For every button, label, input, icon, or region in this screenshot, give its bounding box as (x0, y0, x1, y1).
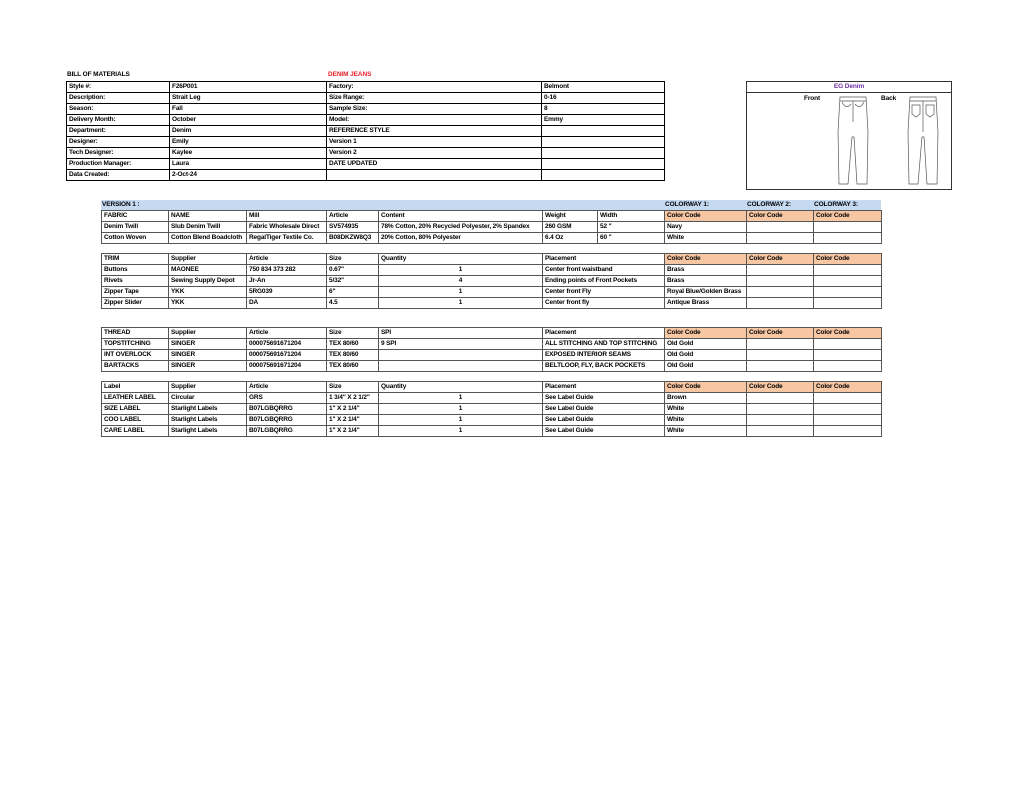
fabric-column-header: Content (379, 211, 543, 222)
document-title: BILL OF MATERIALS (67, 71, 130, 78)
label-cell: 1 (379, 426, 543, 437)
trim-column-header: Color Code (814, 254, 882, 265)
trim-cell: Rivets (102, 276, 169, 287)
thread-cell: TEX 80/60 (327, 361, 379, 372)
colorway3-label: COLORWAY 3: (814, 201, 858, 208)
label-cell: 1 (379, 393, 543, 404)
header-row (67, 126, 665, 137)
thread-column-header: Size (327, 328, 379, 339)
header-cell (542, 148, 665, 159)
trim-cell: Royal Blue/Golden Brass (665, 287, 747, 298)
thread-cell: SINGER (169, 339, 247, 350)
header-cell: Delivery Month: (67, 115, 170, 126)
trim-cell (747, 276, 814, 287)
label-cell: See Label Guide (543, 393, 665, 404)
thread-cell: Old Gold (665, 350, 747, 361)
header-cell: F26P001 (170, 82, 327, 93)
label-cell: Starlight Labels (169, 426, 247, 437)
colorway1-label: COLORWAY 1: (665, 201, 709, 208)
label-column-header: Color Code (747, 382, 814, 393)
thread-cell: Old Gold (665, 339, 747, 350)
header-cell: Designer: (67, 137, 170, 148)
trim-cell: 5RG039 (247, 287, 327, 298)
header-cell: 8 (542, 104, 665, 115)
header-row (67, 137, 665, 148)
label-cell: White (665, 404, 747, 415)
fabric-cell: White (665, 233, 747, 244)
trim-cell: 4.5 (327, 298, 379, 309)
jeans-sketch (747, 92, 951, 188)
label-cell: 1" X 2 1/4" (327, 404, 379, 415)
fabric-cell: 52 " (598, 222, 665, 233)
thread-cell (379, 350, 543, 361)
jeans-front-sketch (838, 97, 868, 184)
header-cell (542, 159, 665, 170)
fabric-cell: Cotton Woven (102, 233, 169, 244)
thread-cell: SINGER (169, 361, 247, 372)
thread-column-header: Article (247, 328, 327, 339)
label-cell (814, 426, 882, 437)
thread-column-header: Supplier (169, 328, 247, 339)
header-cell: Belmont (542, 82, 665, 93)
thread-cell (747, 361, 814, 372)
thread-header-row (102, 328, 882, 339)
trim-cell: Brass (665, 276, 747, 287)
sketch-front-label: Front (804, 95, 821, 102)
fabric-cell: Slub Denim Twill (169, 222, 247, 233)
fabric-cell: 6.4 Oz (543, 233, 598, 244)
label-cell: 1 (379, 404, 543, 415)
sketch-brand: EG Denim (747, 82, 951, 93)
thread-cell (747, 350, 814, 361)
fabric-cell (747, 222, 814, 233)
fabric-cell: B08DKZW8Q3 (327, 233, 379, 244)
thread-cell: SINGER (169, 350, 247, 361)
fabric-cell: Navy (665, 222, 747, 233)
header-row (67, 93, 665, 104)
fabric-table (101, 210, 882, 244)
label-cell: 1 3/4" X 2 1/2" (327, 393, 379, 404)
label-cell: B07LGBQRRG (247, 404, 327, 415)
trim-cell: YKK (169, 298, 247, 309)
fabric-column-header: Color Code (665, 211, 747, 222)
thread-cell: TEX 80/60 (327, 350, 379, 361)
header-cell: Style #: (67, 82, 170, 93)
header-row (67, 148, 665, 159)
trim-cell: MAONEE (169, 265, 247, 276)
label-cell (747, 426, 814, 437)
fabric-column-header: Color Code (814, 211, 882, 222)
header-cell: Strait Leg (170, 93, 327, 104)
header-cell: Data Created: (67, 170, 170, 181)
label-column-header: Article (247, 382, 327, 393)
trim-cell: Jr-An (247, 276, 327, 287)
label-column-header: Supplier (169, 382, 247, 393)
label-column-header: Color Code (814, 382, 882, 393)
header-cell: 0-16 (542, 93, 665, 104)
trim-column-header: Size (327, 254, 379, 265)
fabric-column-header: NAME (169, 211, 247, 222)
trim-cell (814, 298, 882, 309)
trim-column-header: Quantity (379, 254, 543, 265)
fabric-column-header: Mill (247, 211, 327, 222)
trim-row (102, 287, 882, 298)
header-cell (327, 170, 542, 181)
header-cell: Sample Size: (327, 104, 542, 115)
label-cell (747, 415, 814, 426)
trim-row (102, 265, 882, 276)
product-title: DENIM JEANS (328, 71, 372, 78)
trim-cell: YKK (169, 287, 247, 298)
version-banner (101, 200, 881, 210)
header-cell: Denim (170, 126, 327, 137)
label-cell: Brown (665, 393, 747, 404)
header-cell (542, 137, 665, 148)
thread-cell: 000075691671204 (247, 350, 327, 361)
trim-cell (747, 287, 814, 298)
thread-column-header: THREAD (102, 328, 169, 339)
label-cell: See Label Guide (543, 404, 665, 415)
thread-cell (814, 361, 882, 372)
thread-cell: BELTLOOP, FLY, BACK POCKETS (543, 361, 665, 372)
trim-cell: Buttons (102, 265, 169, 276)
header-cell: Kaylee (170, 148, 327, 159)
thread-cell: Old Gold (665, 361, 747, 372)
thread-cell: INT OVERLOCK (102, 350, 169, 361)
header-cell: Department: (67, 126, 170, 137)
trim-column-header: Article (247, 254, 327, 265)
thread-cell: 000075691671204 (247, 339, 327, 350)
thread-cell: BARTACKS (102, 361, 169, 372)
label-row (102, 393, 882, 404)
label-cell: Starlight Labels (169, 415, 247, 426)
label-cell: See Label Guide (543, 415, 665, 426)
label-cell: COO LABEL (102, 415, 169, 426)
sketch-back-label: Back (881, 95, 897, 102)
thread-column-header: Placement (543, 328, 665, 339)
trim-cell: 5/32" (327, 276, 379, 287)
header-cell: DATE UPDATED (327, 159, 542, 170)
fabric-cell: 78% Cotton, 20% Recycled Polyester, 2% Spandex (379, 222, 543, 233)
trim-cell (747, 265, 814, 276)
trim-cell: Center front fly (543, 298, 665, 309)
trim-header-row (102, 254, 882, 265)
header-cell: REFERENCE STYLE (327, 126, 542, 137)
header-cell: Season: (67, 104, 170, 115)
thread-column-header: Color Code (747, 328, 814, 339)
label-cell: 1" X 2 1/4" (327, 415, 379, 426)
fabric-header-row (102, 211, 882, 222)
label-cell: B07LGBQRRG (247, 415, 327, 426)
trim-cell (814, 276, 882, 287)
label-cell: Starlight Labels (169, 404, 247, 415)
thread-cell: 9 SPI (379, 339, 543, 350)
header-cell: Emmy (542, 115, 665, 126)
header-cell: 2-Oct-24 (170, 170, 327, 181)
label-cell (814, 393, 882, 404)
thread-cell (814, 350, 882, 361)
label-cell (747, 393, 814, 404)
label-cell: 1" X 2 1/4" (327, 426, 379, 437)
label-cell: White (665, 426, 747, 437)
thread-cell: 000075691671204 (247, 361, 327, 372)
label-cell (747, 404, 814, 415)
trim-cell: Zipper Slider (102, 298, 169, 309)
header-cell: Model: (327, 115, 542, 126)
thread-row (102, 350, 882, 361)
trim-column-header: Color Code (747, 254, 814, 265)
trim-cell: Antique Brass (665, 298, 747, 309)
thread-cell: EXPOSED INTERIOR SEAMS (543, 350, 665, 361)
trim-cell (747, 298, 814, 309)
trim-column-header: Placement (543, 254, 665, 265)
trim-cell: 750 834 373 282 (247, 265, 327, 276)
header-cell: Description: (67, 93, 170, 104)
label-cell: White (665, 415, 747, 426)
header-row (67, 170, 665, 181)
trim-cell: DA (247, 298, 327, 309)
label-row (102, 415, 882, 426)
trim-cell: 6" (327, 287, 379, 298)
thread-column-header: SPI (379, 328, 543, 339)
trim-cell: 0.67" (327, 265, 379, 276)
header-cell: October (170, 115, 327, 126)
thread-column-header: Color Code (665, 328, 747, 339)
label-cell: LEATHER LABEL (102, 393, 169, 404)
fabric-row (102, 222, 882, 233)
header-cell: Size Range: (327, 93, 542, 104)
fabric-cell (747, 233, 814, 244)
header-row (67, 82, 665, 93)
trim-table (101, 253, 882, 309)
thread-cell (747, 339, 814, 350)
colorway2-label: COLORWAY 2: (747, 201, 791, 208)
trim-cell: Zipper Tape (102, 287, 169, 298)
header-cell: Emily (170, 137, 327, 148)
label-column-header: Size (327, 382, 379, 393)
header-info-table (66, 81, 665, 181)
trim-cell (814, 265, 882, 276)
thread-cell (379, 361, 543, 372)
thread-row (102, 339, 882, 350)
fabric-column-header: Weight (543, 211, 598, 222)
trim-cell: 4 (379, 276, 543, 287)
fabric-column-header: FABRIC (102, 211, 169, 222)
label-column-header: Placement (543, 382, 665, 393)
trim-cell: Center front waistband (543, 265, 665, 276)
trim-cell: 1 (379, 287, 543, 298)
fabric-cell (814, 233, 882, 244)
fabric-cell: 60 " (598, 233, 665, 244)
fabric-cell: Denim Twill (102, 222, 169, 233)
header-cell: Fall (170, 104, 327, 115)
header-cell: Version 1 (327, 137, 542, 148)
garment-sketch-box (746, 81, 952, 190)
thread-column-header: Color Code (814, 328, 882, 339)
thread-cell: ALL STITCHING AND TOP STITCHING (543, 339, 665, 350)
header-cell: Production Manager: (67, 159, 170, 170)
label-table (101, 381, 882, 437)
fabric-cell (814, 222, 882, 233)
trim-cell (814, 287, 882, 298)
trim-column-header: Supplier (169, 254, 247, 265)
label-row (102, 426, 882, 437)
thread-cell (814, 339, 882, 350)
fabric-column-header: Width (598, 211, 665, 222)
fabric-column-header: Color Code (747, 211, 814, 222)
label-cell (814, 415, 882, 426)
label-cell: 1 (379, 415, 543, 426)
header-row (67, 115, 665, 126)
thread-cell: TOPSTITCHING (102, 339, 169, 350)
trim-cell: Brass (665, 265, 747, 276)
header-cell: Tech Designer: (67, 148, 170, 159)
trim-column-header: Color Code (665, 254, 747, 265)
fabric-column-header: Article (327, 211, 379, 222)
thread-cell: TEX 80/60 (327, 339, 379, 350)
fabric-cell: 260 GSM (543, 222, 598, 233)
label-cell: CARE LABEL (102, 426, 169, 437)
fabric-cell: Cotton Blend Boadcloth (169, 233, 247, 244)
label-cell: GRS (247, 393, 327, 404)
header-cell: Factory: (327, 82, 542, 93)
fabric-row (102, 233, 882, 244)
thread-table (101, 327, 882, 372)
label-column-header: Quantity (379, 382, 543, 393)
label-cell: SIZE LABEL (102, 404, 169, 415)
label-row (102, 404, 882, 415)
label-column-header: Color Code (665, 382, 747, 393)
fabric-cell: Fabric Wholesale Direct (247, 222, 327, 233)
trim-column-header: TRIM (102, 254, 169, 265)
label-header-row (102, 382, 882, 393)
header-cell (542, 170, 665, 181)
trim-cell: 1 (379, 298, 543, 309)
header-cell: Version 2 (327, 148, 542, 159)
header-cell (542, 126, 665, 137)
fabric-cell: RegalTiger Textile Co. (247, 233, 327, 244)
header-row (67, 159, 665, 170)
label-cell: B07LGBQRRG (247, 426, 327, 437)
version-label: VERSION 1 : (102, 201, 140, 208)
label-cell (814, 404, 882, 415)
trim-cell: Ending points of Front Pockets (543, 276, 665, 287)
fabric-cell: SV574935 (327, 222, 379, 233)
trim-cell: 1 (379, 265, 543, 276)
header-row (67, 104, 665, 115)
jeans-back-sketch (908, 97, 938, 184)
trim-row (102, 298, 882, 309)
fabric-cell: 20% Cotton, 80% Polyester (379, 233, 543, 244)
trim-row (102, 276, 882, 287)
label-cell: See Label Guide (543, 426, 665, 437)
label-column-header: Label (102, 382, 169, 393)
trim-cell: Sewing Supply Depot (169, 276, 247, 287)
thread-row (102, 361, 882, 372)
trim-cell: Center front Fly (543, 287, 665, 298)
header-cell: Laura (170, 159, 327, 170)
label-cell: Circular (169, 393, 247, 404)
